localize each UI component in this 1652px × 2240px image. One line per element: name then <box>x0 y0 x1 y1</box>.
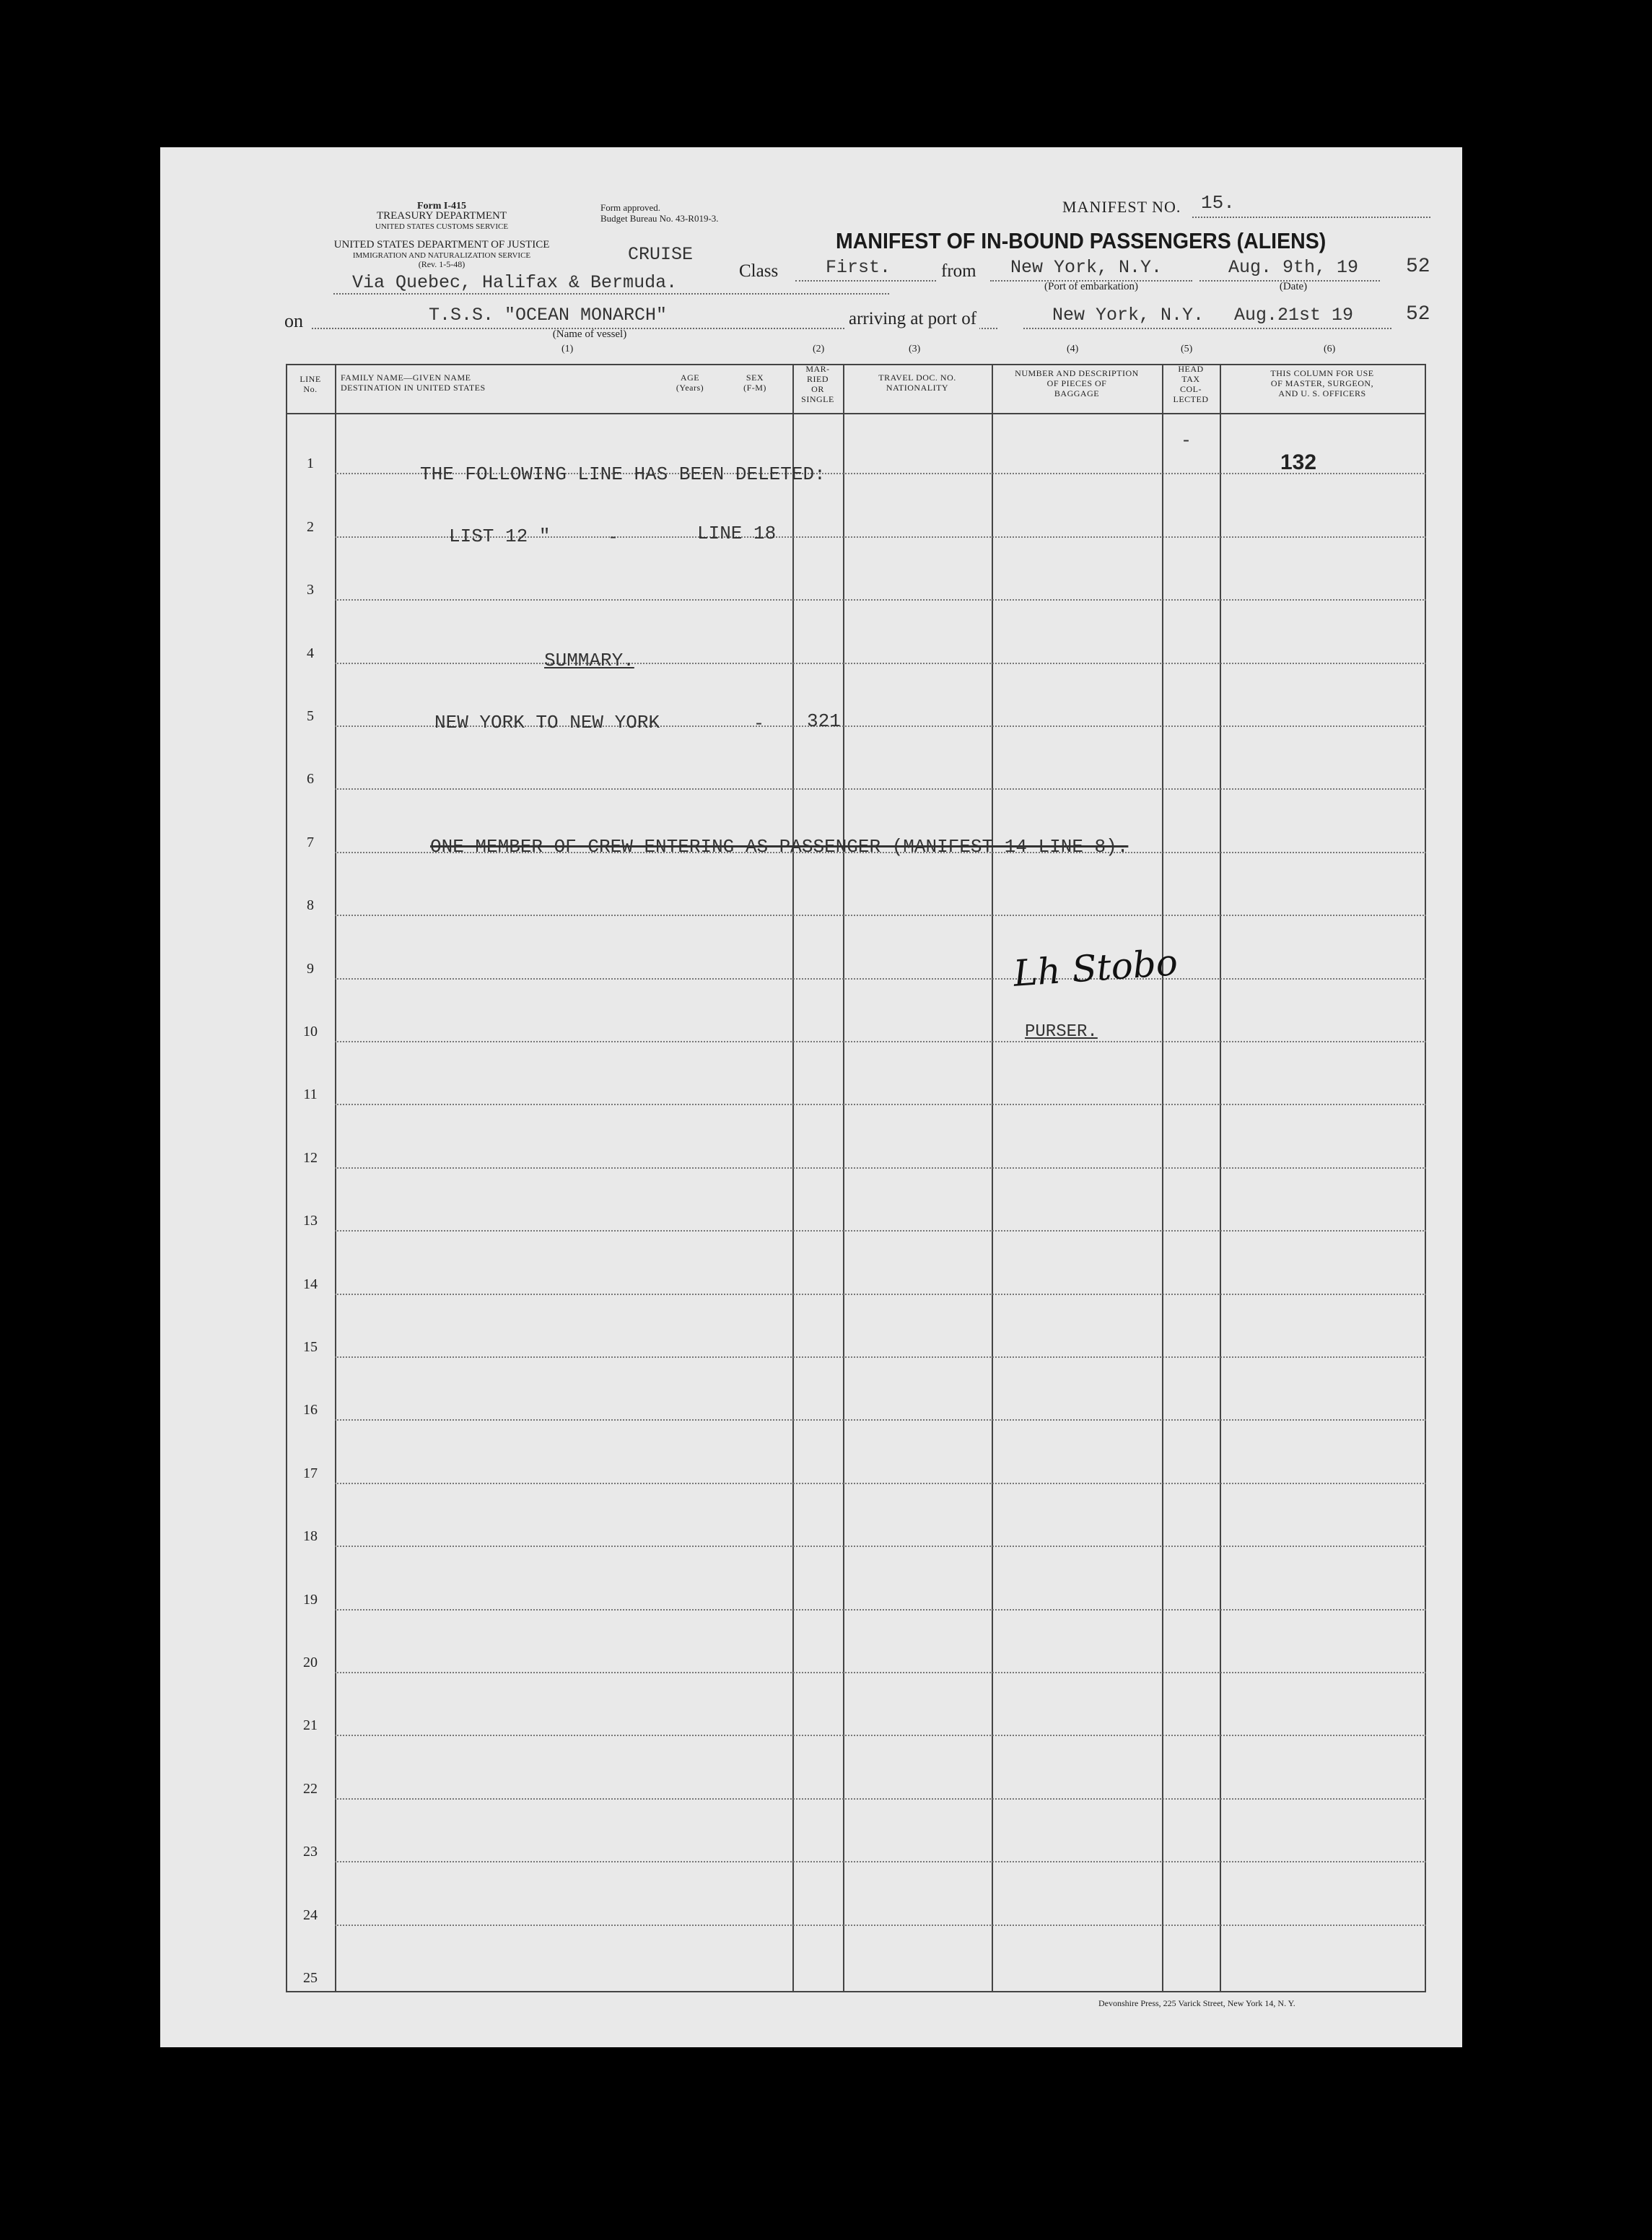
line-number: 23 <box>303 1844 318 1860</box>
header-travel-doc: TRAVEL DOC. NO. NATIONALITY <box>878 372 956 393</box>
port-caption: (Port of embarkation) <box>1044 281 1138 292</box>
entry-line-1: THE FOLLOWING LINE HAS BEEN DELETED: <box>420 463 826 485</box>
line-number: 17 <box>303 1465 318 1481</box>
table-row <box>335 1798 1426 1800</box>
line-number: 15 <box>303 1339 318 1355</box>
line-number: 4 <box>307 645 314 661</box>
table-row <box>335 1294 1426 1295</box>
ins: IMMIGRATION AND NATURALIZATION SERVICE <box>352 251 531 260</box>
form-revision: (Rev. 1-5-48) <box>418 259 466 269</box>
customs-service: UNITED STATES CUSTOMS SERVICE <box>375 222 509 231</box>
col-number-4: (4) <box>1067 344 1079 354</box>
form-number: Form I-415 <box>416 201 467 212</box>
vessel-caption: (Name of vessel) <box>552 328 627 340</box>
line-number: 2 <box>307 518 314 535</box>
header-officers: THIS COLUMN FOR USE OF MASTER, SURGEON, AND U. S. OFFICERS <box>1270 368 1374 398</box>
line-number: 1 <box>307 456 314 472</box>
treasury-department: TREASURY DEPARTMENT <box>376 210 507 222</box>
table-row <box>335 1041 1426 1042</box>
line-number: 3 <box>307 582 314 598</box>
department-of-justice: UNITED STATES DEPARTMENT OF JUSTICE <box>333 239 550 250</box>
col-number-5: (5) <box>1181 344 1193 354</box>
line-number: 12 <box>303 1149 318 1166</box>
col-number-2: (2) <box>813 344 825 354</box>
col-number-1: (1) <box>561 344 574 354</box>
manifest-no-dotline <box>1192 217 1430 218</box>
header-sex: SEX (F-M) <box>743 372 766 393</box>
line-number: 13 <box>303 1213 318 1229</box>
form-approved: Form approved. <box>600 202 661 213</box>
entry-line-2-line: LINE 18 <box>697 523 777 544</box>
departure-date: Aug. 9th, 19 <box>1228 257 1359 278</box>
line-number: 25 <box>303 1970 318 1986</box>
page-title: MANIFEST OF IN-BOUND PASSENGERS (ALIENS) <box>836 228 1327 253</box>
line-number: 21 <box>303 1717 318 1734</box>
printer-footer: Devonshire Press, 225 Varick Street, New York 14, N. Y. <box>1098 1998 1295 2008</box>
line-number: 5 <box>307 708 314 724</box>
line-number: 7 <box>307 834 314 850</box>
cruise-label: CRUISE <box>628 244 694 265</box>
purser-label: PURSER. <box>1025 1022 1098 1042</box>
arrival-dotline <box>1023 328 1391 329</box>
class-value: First. <box>826 257 891 278</box>
table-row <box>335 1672 1426 1673</box>
entry-line-4-summary: SUMMARY. <box>544 650 634 671</box>
entry-line-5-count: 321 <box>807 710 841 732</box>
arrival-port: New York, N.Y. <box>1052 305 1205 326</box>
entry-line-7-struck: ONE MEMBER OF CREW ENTERING AS PASSENGER (MANIFEST 14 LINE 8). <box>430 836 1129 858</box>
line-number: 20 <box>303 1655 318 1670</box>
line-number: 9 <box>307 960 314 977</box>
table-row <box>335 1483 1426 1484</box>
table-row <box>335 1546 1426 1547</box>
table-row <box>335 1735 1426 1736</box>
class-dotline <box>795 280 936 282</box>
table-row <box>335 1104 1426 1105</box>
table-row <box>335 663 1426 664</box>
arriving-label: arriving at port of <box>846 309 979 329</box>
table-row <box>335 1609 1426 1611</box>
col-number-3: (3) <box>909 344 921 354</box>
table-row <box>335 1230 1426 1232</box>
date-caption: (Date) <box>1279 281 1308 292</box>
header-age: AGE (Years) <box>676 372 704 393</box>
line-number: 8 <box>307 897 314 914</box>
class-label: Class <box>739 261 779 281</box>
from-label: from <box>941 261 976 281</box>
arrival-year: 52 <box>1406 303 1430 326</box>
manifest-no-label: MANIFEST NO. <box>1062 198 1181 216</box>
line-number: 10 <box>303 1024 318 1040</box>
table-row <box>335 1419 1426 1421</box>
line-number: 14 <box>303 1276 318 1292</box>
entry-line-2-dash: - <box>608 527 619 548</box>
line-number: 18 <box>303 1528 318 1545</box>
manifest-no-value: 15. <box>1201 192 1235 214</box>
route-dotline <box>333 293 889 295</box>
table-row <box>335 599 1426 601</box>
line-number: 22 <box>303 1780 318 1797</box>
table-row <box>335 1861 1426 1862</box>
entry-line-1-officer-number: 132 <box>1280 450 1317 474</box>
line-number: 24 <box>303 1906 318 1923</box>
passenger-table <box>286 364 1426 1992</box>
header-head-tax: HEAD TAX COL- LECTED <box>1173 364 1209 404</box>
vessel-name: T.S.S. "OCEAN MONARCH" <box>429 305 668 326</box>
header-married: MAR- RIED OR SINGLE <box>801 364 834 404</box>
table-row <box>335 915 1426 916</box>
budget-bureau: Budget Bureau No. 43-R019-3. <box>600 213 719 224</box>
line-number: 16 <box>303 1402 318 1418</box>
entry-line-5-route: NEW YORK TO NEW YORK <box>434 712 660 733</box>
line-number: 11 <box>303 1086 318 1103</box>
table-row <box>335 1167 1426 1169</box>
entry-line-1-head-tax: - <box>1181 430 1192 451</box>
line-number: 19 <box>303 1591 318 1608</box>
header-line-no: LINE No. <box>300 374 321 394</box>
embarkation-port: New York, N.Y. <box>1010 257 1163 278</box>
table-row <box>335 1925 1426 1926</box>
table-row <box>335 788 1426 790</box>
table-row <box>335 1356 1426 1358</box>
departure-year: 52 <box>1406 256 1430 278</box>
on-label: on <box>284 310 303 331</box>
entry-line-5-dash: - <box>753 713 765 734</box>
purser-signature: Lh Stobo <box>1012 941 1179 995</box>
header-baggage: NUMBER AND DESCRIPTION OF PIECES OF BAGGAGE <box>1015 368 1139 398</box>
route-text: Via Quebec, Halifax & Bermuda. <box>352 272 678 293</box>
entry-line-2-list: LIST 12 " <box>449 526 551 547</box>
line-number: 6 <box>307 771 314 788</box>
manifest-page <box>160 147 1462 2047</box>
header-name: FAMILY NAME—GIVEN NAME DESTINATION IN UNITED STATES <box>341 372 486 393</box>
arrival-date: Aug.21st 19 <box>1234 305 1354 326</box>
table-row <box>335 978 1426 980</box>
col-number-6: (6) <box>1324 344 1336 354</box>
